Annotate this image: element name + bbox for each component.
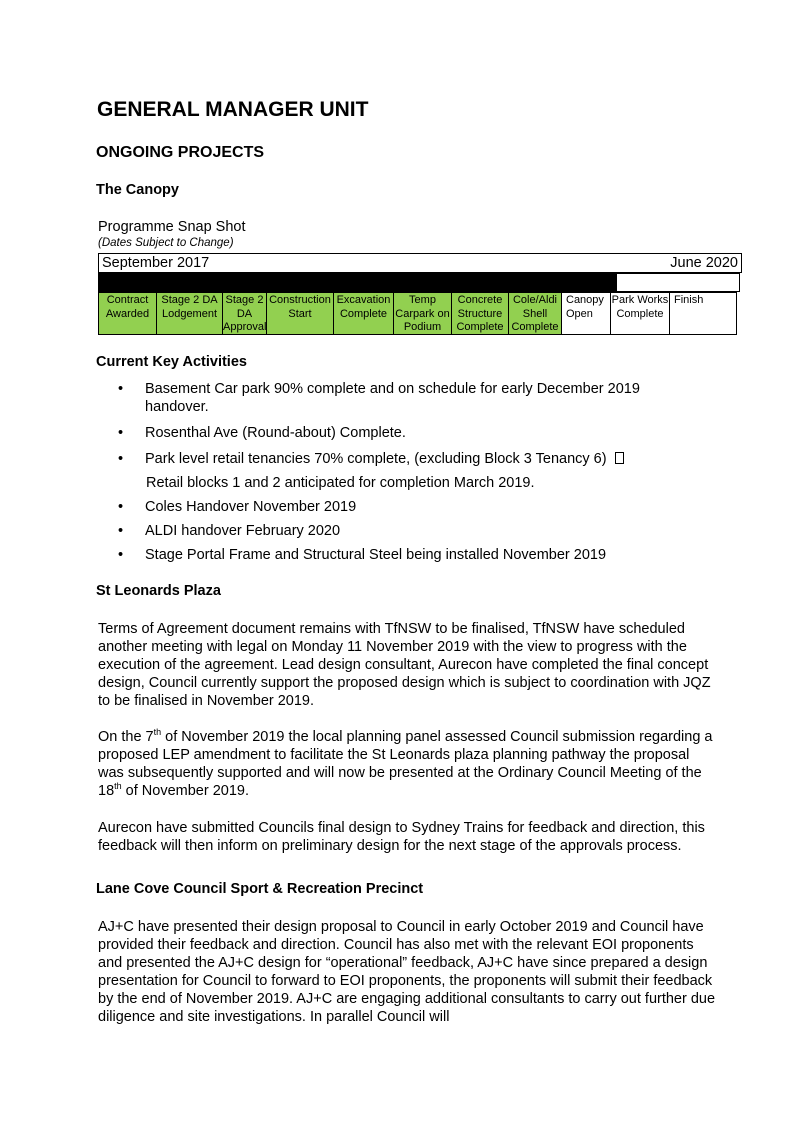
plaza-p2-text-c: of November 2019. [121, 783, 250, 799]
stage-cell: Park Works Complete [611, 293, 670, 334]
stage-cell: Cole/Aldi Shell Complete [509, 293, 562, 334]
plaza-heading: St Leonards Plaza [96, 583, 221, 599]
checkbox-icon [615, 452, 624, 464]
stage-cell: Construction Start [267, 293, 334, 334]
stage-cell: Temp Carpark on Podium [394, 293, 452, 334]
stage-cell: Stage 2 DA Approval [223, 294, 267, 333]
section-heading: ONGOING PROJECTS [96, 144, 265, 161]
stage-cell: Concrete Structure Complete [452, 293, 509, 334]
timeline-start-date: September 2017 [102, 255, 210, 271]
canopy-heading: The Canopy [96, 182, 179, 198]
plaza-paragraph-1: Terms of Agreement document remains with TfNSW to be finalised, TfNSW have scheduled another meeting with legal on Monday 11 November 2019 with the view to progress with the execution of the agreement. Lead design consultant, Aurecon have completed the final concept design, Council currently support the proposed design which is subject to coordination with JQZ to be finalised in November 2019. [98, 621, 711, 709]
timeline-header [98, 253, 742, 273]
stage-cell: Canopy Open [562, 293, 611, 334]
stage-cell: Excavation Complete [334, 293, 394, 334]
activities-heading: Current Key Activities [96, 354, 247, 370]
activity-continuation: Retail blocks 1 and 2 anticipated for completion March 2019. [146, 475, 535, 491]
timeline-end-date: June 2020 [670, 255, 738, 271]
activity-text-wrap [145, 450, 685, 468]
activity-text: Park level retail tenancies 70% complete, (excluding Block 3 Tenancy 6) [145, 451, 607, 467]
activity-text: Rosenthal Ave (Round-about) Complete. [145, 425, 406, 441]
snapshot-note: (Dates Subject to Change) [98, 237, 234, 249]
ordinal-suffix: th [153, 727, 162, 738]
activity-text: ALDI handover February 2020 [145, 523, 341, 539]
sport-paragraph-1: AJ+C have presented their design proposal to Council in early October 2019 and Council have provided their feedback and direction. Council has also met with the relevant EOI proponents and presented the AJ+C design for “operational” feedback, AJ+C have since prepared a design presentation for Council to forward to EOI proponents, the proponents will submit their feedback by the end of November 2019. AJ+C are engaging additional consultants to carry out further due diligence and site investigations. In parallel Council will [98, 919, 716, 1025]
bullet-glyph: • [118, 425, 124, 441]
plaza-paragraph-2 [98, 728, 718, 800]
unit-heading: GENERAL MANAGER UNIT [97, 98, 369, 121]
snapshot-title: Programme Snap Shot [98, 219, 246, 235]
stage-cell: Stage 2 DA Lodgement [157, 293, 223, 334]
plaza-p2-text-b: of November 2019 the local planning panel assessed Council submission regarding a proposed LEP amendment to facilitate the St Leonards plaza planning pathway the proposal was subsequently supported and will now be presented at the Ordinary Council Meeting of the 18 [98, 729, 713, 799]
activity-text: Coles Handover November 2019 [145, 499, 357, 515]
bullet-glyph: • [118, 451, 124, 467]
timeline-remaining [617, 273, 740, 292]
bullet-glyph: • [118, 381, 124, 397]
bullet-glyph: • [118, 523, 124, 539]
bullet-glyph: • [118, 499, 124, 515]
stage-row [98, 292, 737, 335]
activity-text: Stage Portal Frame and Structural Steel being installed November 2019 [145, 547, 607, 563]
sport-heading: Lane Cove Council Sport & Recreation Precinct [96, 881, 424, 897]
programme-timeline [98, 253, 742, 335]
bullet-glyph: • [118, 547, 124, 563]
stage-cell: Contract Awarded [99, 293, 157, 334]
activity-text: Basement Car park 90% complete and on schedule for early December 2019 handover. [145, 381, 640, 415]
stage-cell: Finish [674, 294, 704, 306]
plaza-p2-text-a: On the 7 [98, 729, 154, 745]
ordinal-suffix: th [114, 781, 122, 792]
timeline-progress-bar [98, 273, 617, 292]
plaza-paragraph-3: Aurecon have submitted Councils final design to Sydney Trains for feedback and direction, this feedback will then inform on preliminary design for the next stage of the approvals process. [98, 820, 705, 854]
